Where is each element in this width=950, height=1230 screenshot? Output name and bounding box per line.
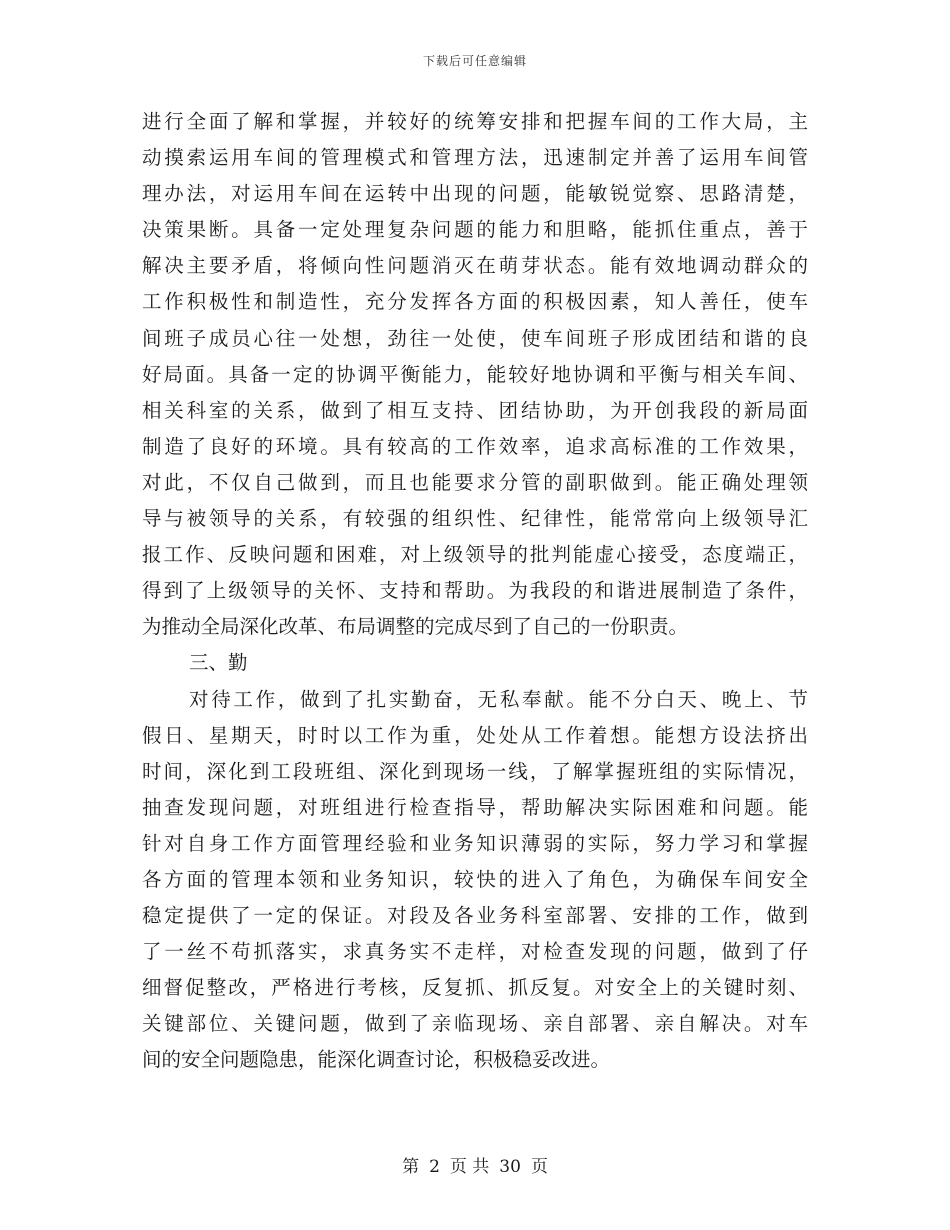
text-line: 解决主要矛盾，将倾向性问题消灭在萌芽状态。能有效地调动群众的 [142,254,808,278]
text-line: 得到了上级领导的关怀、支持和帮助。为我段的和谐进展制造了条件， [142,579,808,603]
total-page-count: 30 [499,1157,521,1177]
text-line: 制造了良好的环境。具有较高的工作效率，追求高标准的工作效果， [142,434,808,458]
text-line: 间班子成员心往一处想，劲往一处使，使车间班子形成团结和谐的良 [142,326,808,350]
document-body [142,104,808,1079]
text-line: 各方面的管理本领和业务知识，较快的进入了角色，为确保车间安全 [142,867,808,891]
text-line: 导与被领导的关系，有较强的组织性、纪律性，能常常向上级领导汇 [142,507,808,531]
page-header: 下载后可任意编辑 [422,54,527,68]
section-heading: 三、勤 [189,651,248,675]
footer-suffix: 页 [530,1157,548,1177]
text-line: 动摸索运用车间的管理模式和管理方法，迅速制定并善了运用车间管 [142,146,808,170]
current-page-number: 2 [429,1157,440,1177]
text-line: 时间，深化到工段班组、深化到现场一线，了解掌握班组的实际情况， [142,759,808,783]
text-line: 假日、星期天，时时以工作为重，处处从工作着想。能想方设法挤出 [142,723,808,747]
page-footer [0,1152,950,1177]
text-line: 报工作、反映问题和困难，对上级领导的批判能虚心接受，态度端正， [142,543,808,567]
text-line: 稳定提供了一定的保证。对段及各业务科室部署、安排的工作，做到 [142,904,808,928]
text-line: 细督促整改，严格进行考核，反复抓、抓反复。对安全上的关键时刻、 [142,976,808,1000]
text-line: 进行全面了解和掌握，并较好的统筹安排和把握车间的工作大局，主 [142,110,808,133]
text-line: 了一丝不苟抓落实，求真务实不走样，对检查发现的问题，做到了仔 [142,940,808,964]
text-line: 对此，不仅自己做到，而且也能要求分管的副职做到。能正确处理领 [142,470,808,494]
text-line: 间的安全问题隐患，能深化调查讨论，积极稳妥改进。 [142,1048,611,1072]
text-line: 关键部位、关键问题，做到了亲临现场、亲自部署、亲自解决。对车 [142,1012,808,1036]
text-line: 好局面。具备一定的协调平衡能力，能较好地协调和平衡与相关车间、 [142,362,808,386]
text-line: 为推动全局深化改革、布局调整的完成尽到了自己的一份职责。 [142,615,689,639]
text-line: 抽查发现问题，对班组进行检查指导，帮助解决实际困难和问题。能 [142,795,808,819]
text-line: 决策果断。具备一定处理复杂问题的能力和胆略，能抓住重点，善于 [142,218,808,242]
text-line: 工作积极性和制造性，充分发挥各方面的积极因素，知人善任，使车 [142,290,808,314]
text-line: 相关科室的关系，做到了相互支持、团结协助，为开创我段的新局面 [142,398,808,422]
footer-prefix: 第 [402,1157,420,1177]
text-line: 针对自身工作方面管理经验和业务知识薄弱的实际，努力学习和掌握 [142,831,808,855]
footer-mid: 页 共 [449,1157,490,1177]
text-line: 对待工作，做到了扎实勤奋，无私奉献。能不分白天、晚上、节 [189,687,808,711]
text-line: 理办法，对运用车间在运转中出现的问题，能敏锐觉察、思路清楚， [142,182,808,206]
